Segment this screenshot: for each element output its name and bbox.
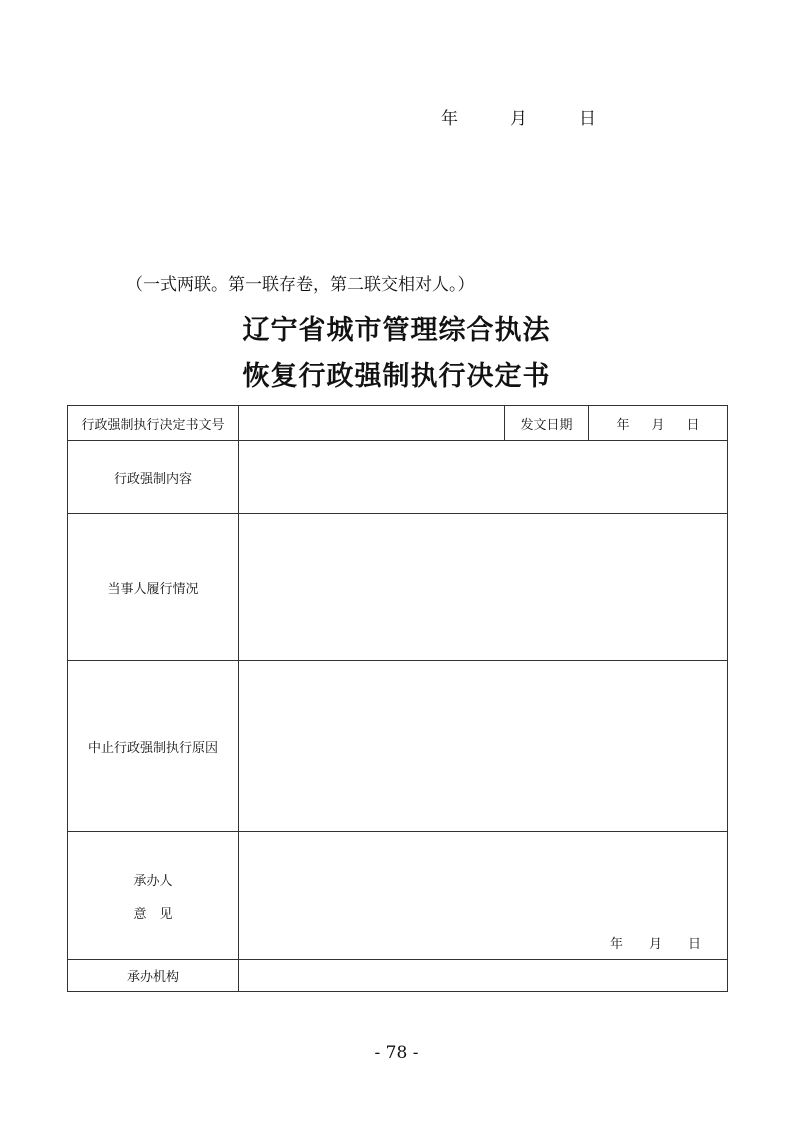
decision-form-table <box>67 405 728 992</box>
opinion-label: 意 见 <box>133 906 173 922</box>
handler-opinion-row <box>68 832 728 960</box>
opinion-date-year: 年 <box>609 937 623 952</box>
issue-date-year: 年 <box>616 417 630 433</box>
header-date-month: 月 <box>510 109 527 129</box>
issue-date-label: 发文日期 <box>505 406 589 441</box>
content-field[interactable] <box>239 441 728 514</box>
handler-opinion-field[interactable] <box>239 832 728 960</box>
doc-number-field[interactable] <box>239 406 505 441</box>
suspension-reason-field[interactable] <box>239 661 728 832</box>
content-label: 行政强制内容 <box>68 441 239 514</box>
performance-label: 当事人履行情况 <box>68 514 239 661</box>
suspension-reason-row <box>68 661 728 832</box>
copy-note: （一式两联。第一联存卷，第二联交相对人。） <box>126 275 475 295</box>
suspension-reason-label: 中止行政强制执行原因 <box>68 661 239 832</box>
header-date <box>441 104 596 129</box>
doc-number-row <box>68 406 728 441</box>
issue-date-day: 日 <box>686 417 700 433</box>
agency-row <box>68 960 728 992</box>
title-line-2: 恢复行政强制执行决定书 <box>242 361 551 392</box>
header-date-year: 年 <box>441 109 458 129</box>
performance-row <box>68 514 728 661</box>
header-date-day: 日 <box>579 109 596 129</box>
performance-field[interactable] <box>239 514 728 661</box>
agency-label: 承办机构 <box>68 960 239 992</box>
opinion-date-month: 月 <box>648 937 662 952</box>
handler-label: 承办人 <box>133 873 173 889</box>
doc-number-label: 行政强制执行决定书文号 <box>68 406 239 441</box>
handler-opinion-label <box>68 832 239 960</box>
opinion-date <box>610 933 701 952</box>
issue-date-field[interactable] <box>589 406 728 441</box>
issue-date-month: 月 <box>651 417 665 433</box>
content-row <box>68 441 728 514</box>
title-line-1: 辽宁省城市管理综合执法 <box>242 315 551 346</box>
opinion-date-day: 日 <box>687 937 701 952</box>
agency-field[interactable] <box>239 960 728 992</box>
page-number: - 78 - <box>374 1043 419 1063</box>
